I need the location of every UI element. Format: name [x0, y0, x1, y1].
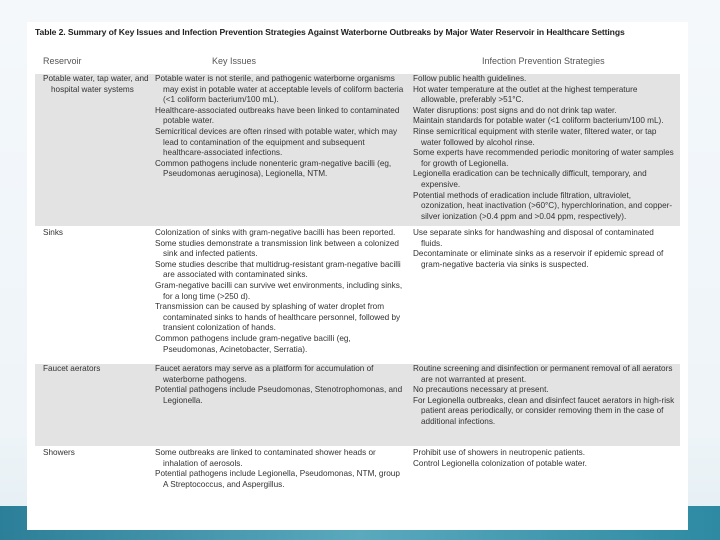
table-row [35, 364, 680, 446]
strategy-item: Follow public health guidelines. [413, 74, 527, 83]
header-reservoir: Reservoir [43, 56, 82, 66]
key-issue-item: Common pathogens include gram-negative bacilli (eg, Pseudomonas, Acinetobacter, Serratia). [155, 333, 351, 354]
strategies-cell [413, 74, 675, 222]
header-strategies: Infection Prevention Strategies [482, 56, 605, 66]
strategy-item: Prohibit use of showers in neutropenic patients. [413, 448, 586, 457]
strategy-item: For Legionella outbreaks, clean and disinfect faucet aerators in high-risk patient areas periodically, or consider removing them in the case of additional infections. [413, 395, 675, 426]
reservoir-cell: Showers [43, 448, 75, 457]
key-issue-item: Transmission can be caused by splashing of water droplet from contaminated sinks to hands of healthcare personnel, followed by transient colonization of hands. [155, 302, 401, 333]
key-issue-item: Faucet aerators may serve as a platform for accumulation of waterborne pathogens. [155, 364, 374, 384]
key-issue-item: Semicritical devices are often rinsed with potable water, which may lead to contamination of the equipment and subsequent healthcare-associated infections. [155, 126, 398, 158]
table-row [35, 448, 680, 510]
strategy-item: Control Legionella colonization of potable water. [413, 458, 587, 468]
strategies-cell [413, 448, 675, 469]
strategy-item: Routine screening and disinfection or permanent removal of all aerators are not warranted at present. [413, 364, 673, 384]
strategy-item: Hot water temperature at the outlet at the highest temperature allowable, preferably >51°C. [413, 84, 638, 105]
strategy-item: Use separate sinks for handwashing and disposal of contaminated fluids. [413, 228, 654, 248]
key-issue-item: Healthcare-associated outbreaks have been linked to contaminated potable water. [155, 105, 400, 126]
strategies-cell [413, 228, 675, 270]
key-issue-item: Potable water is not sterile, and pathogenic waterborne organisms may exist in potable water at acceptable levels of coliform bacteria (<1 coliform bacterium/100 mL). [155, 74, 404, 105]
key-issue-item: Some studies describe that multidrug-resistant gram-negative bacilli are associated with contaminated sinks. [155, 259, 401, 280]
strategy-item: Legionella eradication can be technically difficult, temporary, and expensive. [413, 169, 647, 189]
strategy-item: Rinse semicritical equipment with sterile water, filtered water, or tap water followed by alcohol rinse. [413, 126, 657, 147]
issues-cell [155, 448, 405, 490]
strategy-item: Water disruptions: post signs and do not drink tap water. [413, 105, 617, 115]
reservoir-cell: Sinks [43, 228, 64, 237]
reservoir-cell: Faucet aerators [43, 364, 101, 373]
header-key-issues: Key Issues [212, 56, 257, 66]
table-title: Table 2. Summary of Key Issues and Infection Prevention Strategies Against Waterborne Outbreaks by Major Water Reservoir in Healthcare Settings [35, 27, 625, 37]
key-issue-item: Gram-negative bacilli can survive wet environments, including sinks, for a long time (>250 d). [155, 280, 403, 301]
strategy-item: No precautions necessary at present. [413, 385, 549, 395]
key-issue-item: Some studies demonstrate a transmission link between a colonized sink and infected patients. [155, 238, 399, 259]
key-issue-item: Potential pathogens include Pseudomonas, Stenotrophomonas, and Legionella. [155, 385, 403, 405]
key-issue-item: Some outbreaks are linked to contaminated shower heads or inhalation of aerosols. [155, 448, 376, 468]
strategy-item: Decontaminate or eliminate sinks as a reservoir if epidemic spread of gram-negative bacteria via sinks is suspected. [413, 249, 664, 269]
key-issue-item: Common pathogens include nonenteric gram-negative bacilli (eg, Pseudomonas aeruginosa), Legionella, NTM. [155, 158, 392, 179]
table-document [27, 22, 688, 530]
strategy-item: Some experts have recommended periodic monitoring of water samples for growth of Legionella. [413, 148, 674, 168]
strategies-cell [413, 364, 675, 428]
issues-cell [155, 74, 405, 180]
issues-cell [155, 364, 405, 406]
strategy-item: Potential methods of eradication include filtration, ultraviolet, ozonization, heat inactivation (>60°C), hyperchlorination, and copper-silver ionization (>0.4 ppm and >0.04 ppm, respectively). [413, 190, 673, 221]
table-row [35, 228, 680, 362]
strategy-item: Maintain standards for potable water (<1 coliform bacterium/100 mL). [413, 116, 664, 126]
key-issue-item: Colonization of sinks with gram-negative bacilli has been reported. [155, 228, 396, 237]
issues-cell [155, 228, 405, 355]
key-issue-item: Potential pathogens include Legionella, Pseudomonas, NTM, group A Streptococcus, and Aspergillus. [155, 469, 400, 489]
reservoir-cell: Potable water, tap water, and hospital water systems [43, 74, 149, 94]
table-row [35, 74, 680, 226]
